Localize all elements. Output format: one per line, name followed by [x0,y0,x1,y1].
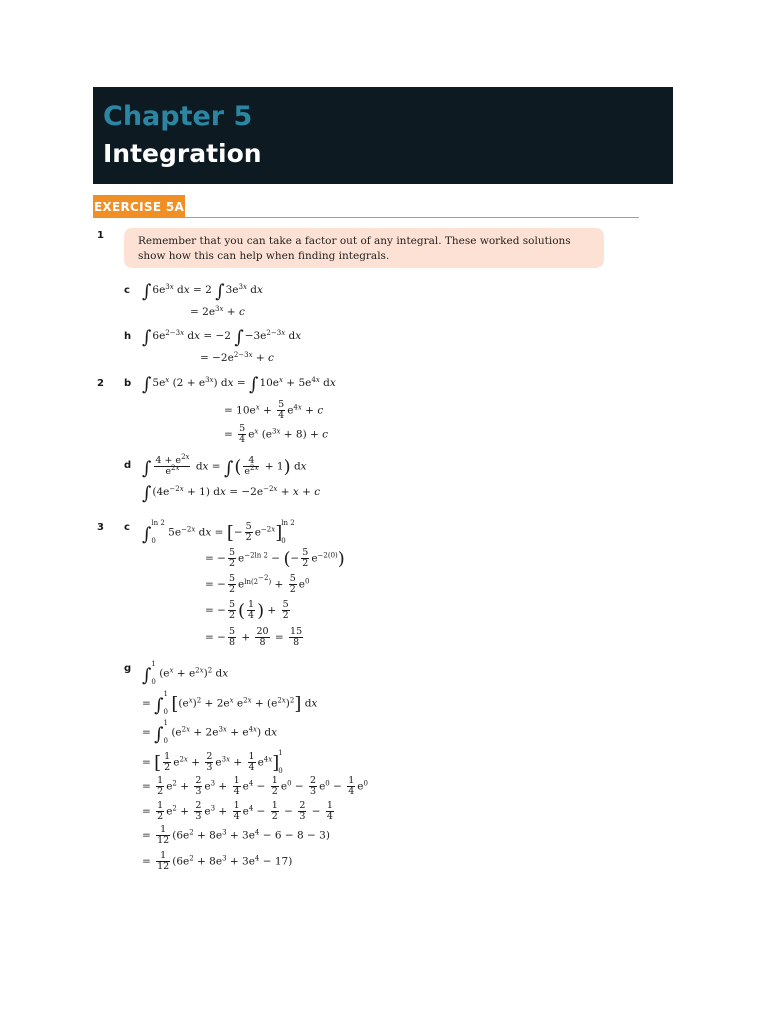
math-1h-line1: $\int 6e^{2-3x}$ dx = −2 $\int-3e^{2-3x}$ dx [142,327,302,348]
math-2b-line1: $\int 5e^x$ $(2 + e^{3x})$ dx = $\int 10e^x + 5e^{4x}$ dx [142,374,336,395]
math-3g-line3: = ∫1 0 $(e^{2x} + 2e^{3x} + e^{4x})$ dx [142,719,278,745]
math-2d-line2: $\int(4e^{-2x} + 1)$ dx = $-2e^{-2x} + x + c$ [142,483,321,504]
math-1c-line2: = $2e^{3x} + c$ [190,305,245,318]
math-3g-line4: = [ $\frac{1}{2}$ $e^{2x}$ + $\frac{2}{3}$ $e^{3x}$ + $\frac{1}{4}$ $e^{4x}]1$ 0 [142,749,283,775]
tip-note: Remember that you can take a factor out of any integral. These worked solutions show how this can help when finding integrals. [124,228,604,268]
math-3g-line2: = ∫1 0 [$(e^x)^2 + 2e^x$ $e^{2x} + (e^{2x})^2$] dx [142,690,318,716]
chapter-title: Integration [103,139,262,168]
question-number-1: 1 [97,230,104,241]
chapter-header [93,87,673,184]
math-2b-line2: = $10e^x$ + $\frac{5}{4}$ $e^{4x} + c$ [224,399,324,421]
question-number-2: 2 [97,378,104,389]
math-3c-line5: = − $\frac{5}{8}$ + $\frac{20}{8}$ = $\frac{15}{8}$ [205,626,303,648]
math-3c-line1: ∫ln 2 0 $5e^{-2x}$ dx = [− $\frac{5}{2}$ $e^{-2x}]\ln$ 2 0 [142,519,295,545]
math-3g-line5: = $\frac{1}{2}$ $e^2$ + $\frac{2}{3}$ $e^3$ + $\frac{1}{4}$ $e^4$ − $\frac{1}{2}$ $e^0$ − $\frac{2}{3}$ $e^0$ − $\frac{1}{4}$ $e^0$ [142,775,368,797]
math-3c-line3: = − $\frac{5}{2}$ $e^{ln(2^{-2})}$ + $\frac{5}{2}$ $e^0$ [205,573,310,595]
math-2d-line1: ∫ $\frac{4 + e^{2x}}{e^{2x}}$ dx = ∫( $\frac{4}{e^{2x}}$ + 1) dx [142,453,307,479]
part-label-1h: h [124,331,132,342]
math-3c-line2: = − $\frac{5}{2}$ $e^{-2ln 2}$ − (− $\frac{5}{2}$ $e^{-2(0)}$) [205,547,345,570]
part-label-3c: c [124,522,130,533]
math-3g-line8: = $\frac{1}{12}$ $(6e^2 + 8e^3 + 3e^4 - 17)$ [142,850,293,872]
part-label-1c: c [124,285,130,296]
math-2b-line3: = $\frac{5}{4}$ $e^x$ $(e^{3x} + 8) + c$ [224,423,329,445]
math-3g-line6: = $\frac{1}{2}$ $e^2$ + $\frac{2}{3}$ $e^3$ + $\frac{1}{4}$ $e^4$ − $\frac{1}{2}$ − $\frac{2}{3}$ − $\frac{1}{4}$ [142,800,333,822]
math-1c-line1: $\int 6e^{3x}$ dx = 2 $\int 3e^{3x}$ dx [142,281,263,302]
math-3g-line1: ∫1 0 $(e^x + e^{2x})^2$ dx [142,660,229,686]
math-3g-line7: = $\frac{1}{12}$ $(6e^2 + 8e^3 + 3e^4 - 6 - 8 - 3)$ [142,824,330,846]
chapter-number: Chapter 5 [103,101,253,132]
exercise-label: EXERCISE 5A [93,195,185,218]
part-label-2d: d [124,460,132,471]
part-label-3g: g [124,663,132,674]
math-1h-line2: = $-2e^{2-3x} + c$ [200,351,274,364]
math-3c-line4: = − $\frac{5}{2}$ ( $\frac{1}{4}$ ) + $\frac{5}{2}$ [205,599,289,622]
question-number-3: 3 [97,522,104,533]
part-label-2b: b [124,378,132,389]
